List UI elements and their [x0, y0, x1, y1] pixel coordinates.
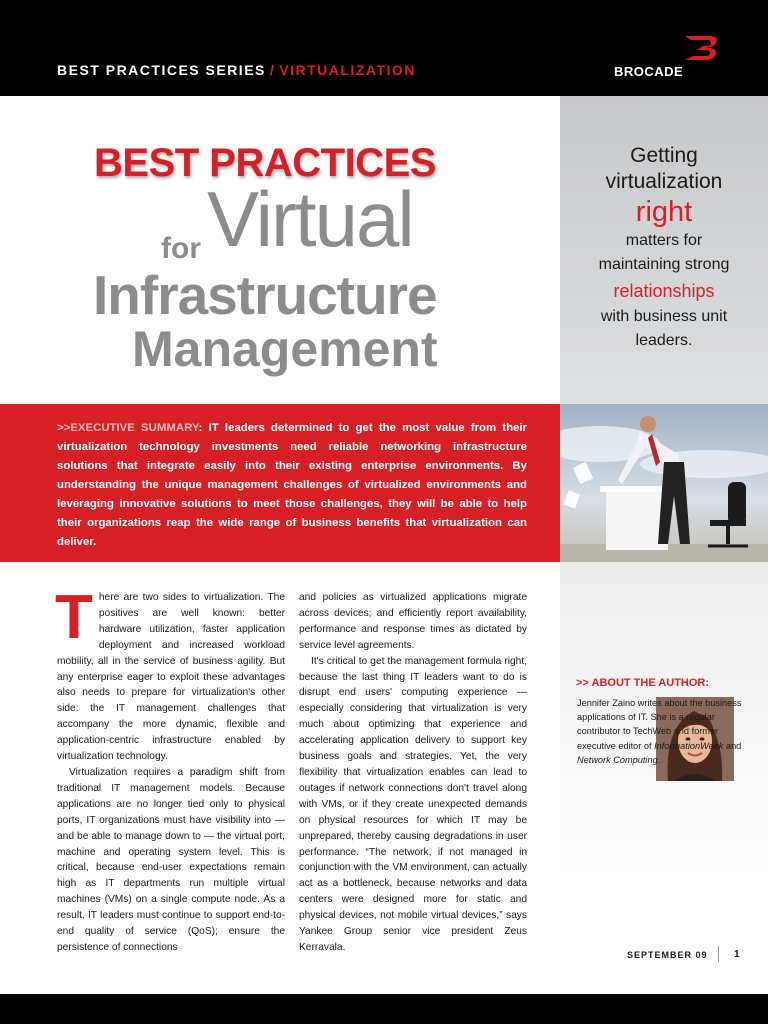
pullquote-line: Getting	[630, 144, 698, 167]
pullquote-emphasis: right	[635, 196, 693, 228]
body-paragraph: It's critical to get the management formula right, because the last thing IT leaders want to do is disrupt end users' computing experience — especially considering that virtualization is very much about optimizing that experience and accelerating application delivery to support key business goals and strategies. Yet, the very flexibility that virtualization enables can lead to outages if network connections don't travel along with VMs, or if they create unexpected demands on physical resources for which IT may be unprepared, thereby causing degradations in user performance. “The network, if not managed in conjunction with the VM environment, can actually act as a bottleneck, because networks and data centers were designed more for static and physical devices, not mobile virtual devices,” says Yankee Group senior vice president Zeus Kerravala.	[299, 655, 527, 953]
pullquote-line: with business unit	[600, 308, 728, 325]
author-heading-colon: :	[705, 677, 710, 689]
pullquote-line: matters for	[625, 232, 703, 249]
brocade-b-logo-icon	[683, 34, 721, 62]
summary-colon: :	[198, 422, 203, 434]
body-column-2	[299, 590, 527, 956]
businessman-photo	[560, 404, 768, 562]
title-infrastructure: Infrastructure	[93, 264, 437, 326]
page-number: 1	[734, 949, 740, 960]
body-paragraph: Virtualization requires a paradigm shift from traditional IT management models. Because applications are no longer tied only to physical ports, IT organizations must have visibility into — and be able to manage down to — the virtual port, machine and operating system level. This is critical, because end-user expectations remain high as IT departments run multiple virtual machines (VMs) on a single compute node. As a result, IT leaders must continue to support end-to-end quality of service (QoS); ensure the persistence of connections	[57, 766, 285, 953]
title-for: for	[161, 232, 201, 265]
body-column-1	[55, 583, 285, 956]
author-heading-label: >> ABOUT THE AUTHOR	[576, 677, 706, 689]
author-heading	[576, 677, 709, 689]
pullquote-line: leaders.	[635, 332, 693, 349]
author-bio-text: Jennifer Zaino writes about the business applications of IT. She is a regular contributor to TechWeb and former executive editor of	[577, 698, 742, 751]
body-paragraph: here are two sides to virtualization. The positives are well known: better hardware utilization, faster application deployment and increased workload mobility, all in the service of business agility. But any enterprise eager to exploit these advantages also needs to prepare for virtualization's other side: the IT management challenges that accompany the more dynamic, flexible and application-centric infrastructure enabled by virtualization technology.	[57, 592, 285, 763]
title-virtual: Virtual	[207, 175, 413, 263]
header-bar	[0, 0, 768, 96]
series-topic: VIRTUALIZATION	[279, 62, 416, 78]
footer-bar	[0, 994, 768, 1024]
author-publication: Network Computing	[577, 754, 658, 765]
pullquote	[560, 143, 768, 353]
author-publication: InformationWeek	[654, 740, 724, 751]
pullquote-emphasis: relationships	[613, 281, 715, 301]
summary-text: IT leaders determined to get the most value from their virtualization technology investments need reliable networking infrastructure solutions that integrate easily into their existing enterprise environments. By understanding the unique management challenges of virtualized environments and leveraging innovative solutions to meet those challenges, they will be able to help their organizations reap the wide range of business benefits that virtualization can deliver.	[57, 422, 527, 548]
pullquote-line: maintaining strong	[598, 256, 730, 273]
title-management: Management	[132, 321, 438, 377]
author-bio-end: .	[657, 754, 661, 765]
series-label: BEST PRACTICES SERIES	[57, 62, 266, 78]
body-paragraph: and policies as virtualized applications migrate across devices; and efficiently report availability, performance and response times as dictated by service level agreements.	[299, 592, 527, 651]
title-best-practices: BEST PRACTICES	[94, 141, 436, 185]
footer-divider	[718, 946, 719, 962]
author-bio-and: and	[723, 740, 742, 751]
issue-date: SEPTEMBER 09	[627, 950, 708, 960]
executive-summary	[57, 419, 527, 552]
summary-label: >>EXECUTIVE SUMMARY	[57, 422, 199, 434]
author-bio	[577, 696, 749, 767]
series-title	[57, 62, 416, 78]
drop-cap: T	[55, 583, 93, 652]
brand-name: BROCADE	[614, 64, 684, 79]
series-separator: /	[269, 62, 276, 78]
pullquote-line: virtualization	[605, 170, 723, 193]
